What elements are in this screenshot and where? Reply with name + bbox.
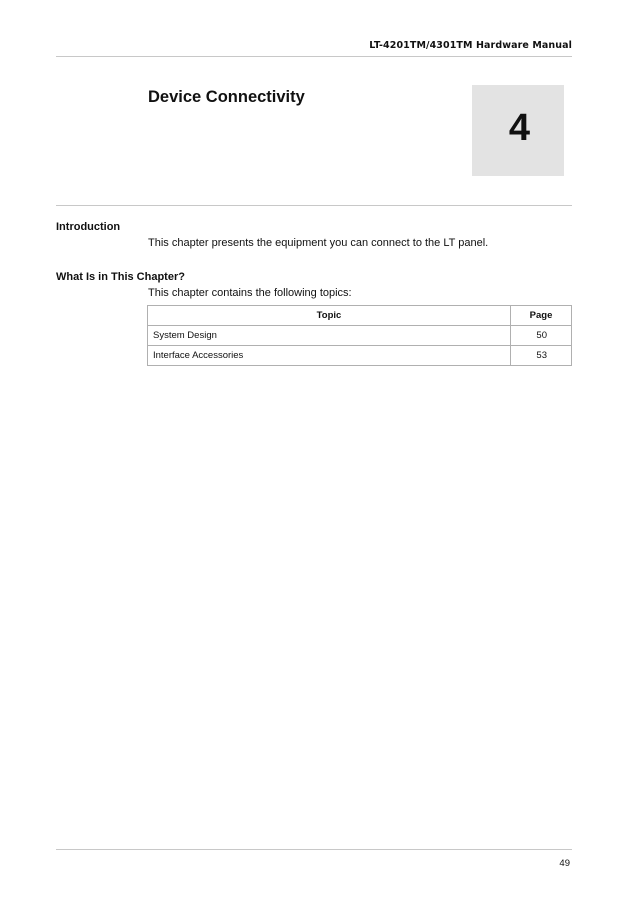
footer-divider (56, 849, 572, 850)
header-divider (56, 56, 572, 57)
page-column-header: Page (511, 306, 572, 326)
table-row (148, 326, 572, 346)
whats-in-heading: What Is in This Chapter? (56, 271, 185, 283)
topic-cell[interactable]: System Design (148, 326, 511, 346)
page-cell[interactable]: 50 (511, 326, 572, 346)
chapter-title: Device Connectivity (148, 88, 305, 106)
topics-table (147, 305, 572, 366)
section-divider (56, 205, 572, 206)
table-header-row (148, 306, 572, 326)
page-number: 49 (559, 858, 570, 869)
table-row (148, 346, 572, 366)
whats-in-text: This chapter contains the following topics: (148, 287, 352, 299)
topic-cell[interactable]: Interface Accessories (148, 346, 511, 366)
introduction-text: This chapter presents the equipment you can connect to the LT panel. (148, 237, 489, 249)
topic-column-header: Topic (148, 306, 511, 326)
running-header: LT-4201TM/4301TM Hardware Manual (369, 40, 572, 51)
chapter-number: 4 (508, 107, 530, 149)
chapter-number-box (472, 85, 564, 176)
introduction-heading: Introduction (56, 221, 121, 233)
page-cell[interactable]: 53 (511, 346, 572, 366)
